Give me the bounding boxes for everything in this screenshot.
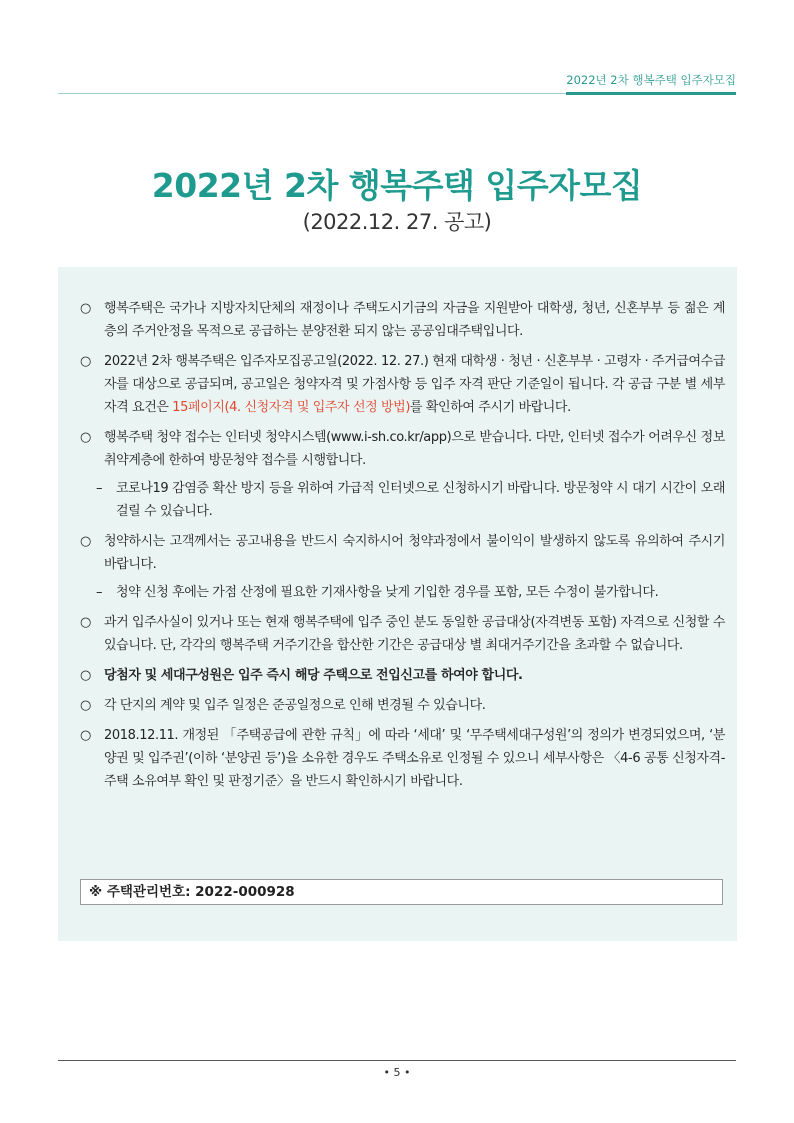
list-item bbox=[80, 297, 725, 343]
list-item bbox=[80, 694, 725, 717]
bullet-icon: ○ bbox=[80, 354, 91, 369]
bullet-icon: ○ bbox=[80, 668, 91, 683]
bullet-icon: ○ bbox=[80, 301, 91, 316]
housing-management-number: ※ 주택관리번호: 2022-000928 bbox=[80, 879, 723, 905]
footer-divider bbox=[58, 1060, 736, 1061]
dash-icon: – bbox=[96, 481, 103, 496]
bullet-icon: ○ bbox=[80, 728, 91, 743]
item-text: 각 단지의 계약 및 입주 일정은 준공일정으로 인해 변경될 수 있습니다. bbox=[104, 698, 486, 713]
dash-icon: – bbox=[96, 585, 103, 600]
item-text: 청약하시는 고객께서는 공고내용을 반드시 숙지하시어 청약과정에서 불이익이 발생하지 않도록 유의하여 주시기 바랍니다. bbox=[104, 534, 725, 572]
page-reference-highlight: 15페이지(4. 신청자격 및 입주자 선정 방법) bbox=[172, 400, 410, 415]
item-text: 과거 입주사실이 있거나 또는 현재 행복주택에 입주 중인 분도 동일한 공급대상(자격변동 포함) 자격으로 신청할 수 있습니다. 단, 각각의 행복주택 거주기간을 합산한 기간은 공급대상 별 최대거주기간을 초과할 수 없습니다. bbox=[104, 615, 725, 653]
item-text: 2022년 2차 행복주택은 입주자모집공고일(2022. 12. 27.) 현재 대학생 · 청년 · 신혼부부 · 고령자 · 주거급여수급자를 대상으로 공급되며, 공고일은 청약자격 및 가점사항 등 입주 자격 판단 기준일이 됩니다. 각 공급 구분 별 세부 자격 요건은 bbox=[104, 354, 725, 415]
list-item bbox=[80, 724, 725, 793]
page-number: • 5 • bbox=[383, 1066, 411, 1079]
page-title: 2022년 2차 행복주택 입주자모집 bbox=[151, 166, 643, 205]
header-divider-accent bbox=[566, 92, 736, 95]
item-text: 행복주택은 국가나 지방자치단체의 재정이나 주택도시기금의 자금을 지원받아 대학생, 청년, 신혼부부 등 젊은 계층의 주거안정을 목적으로 공급하는 분양전환 되지 않는 공공임대주택입니다. bbox=[104, 301, 725, 339]
running-header: 2022년 2차 행복주택 입주자모집 bbox=[566, 73, 736, 87]
bullet-icon: ○ bbox=[80, 698, 91, 713]
notice-list bbox=[80, 297, 725, 800]
notice-box bbox=[58, 267, 737, 941]
list-item-emphasis bbox=[80, 664, 725, 687]
bullet-icon: ○ bbox=[80, 430, 91, 445]
list-item bbox=[80, 611, 725, 657]
sub-item bbox=[80, 581, 725, 604]
item-text: 당첨자 및 세대구성원은 입주 즉시 해당 주택으로 전입신고를 하여야 합니다. bbox=[104, 668, 523, 683]
bullet-icon: ○ bbox=[80, 534, 91, 549]
item-text: 2018.12.11. 개정된 「주택공급에 관한 규칙」에 따라 ‘세대’ 및 ‘무주택세대구성원’의 정의가 변경되었으며, ‘분양권 및 입주권’(이하 ‘분양권 등’)을 소유한 경우도 주택소유로 인정될 수 있으니 세부사항은 〈4-6 공통 신청자격- 주택 소유여부 확인 및 판정기준〉을 반드시 확인하시기 바랍니다. bbox=[104, 728, 725, 789]
list-item bbox=[80, 426, 725, 472]
sub-item-text: 코로나19 감염증 확산 방지 등을 위하여 가급적 인터넷으로 신청하시기 바랍니다. 방문청약 시 대기 시간이 오래 걸릴 수 있습니다. bbox=[116, 481, 725, 519]
item-text: 행복주택 청약 접수는 인터넷 청약시스템(www.i-sh.co.kr/app)으로 받습니다. 다만, 인터넷 접수가 어려우신 정보취약계층에 한하여 방문청약 접수를 시행합니다. bbox=[104, 430, 725, 468]
announcement-date: (2022.12. 27. 공고) bbox=[302, 210, 492, 234]
sub-item-text: 청약 신청 후에는 가점 산정에 필요한 기재사항을 낮게 기입한 경우를 포함, 모든 수정이 불가합니다. bbox=[116, 585, 659, 600]
list-item bbox=[80, 530, 725, 576]
item-text: 를 확인하여 주시기 바랍니다. bbox=[410, 400, 571, 415]
list-item bbox=[80, 350, 725, 419]
bullet-icon: ○ bbox=[80, 615, 91, 630]
sub-item bbox=[80, 477, 725, 523]
